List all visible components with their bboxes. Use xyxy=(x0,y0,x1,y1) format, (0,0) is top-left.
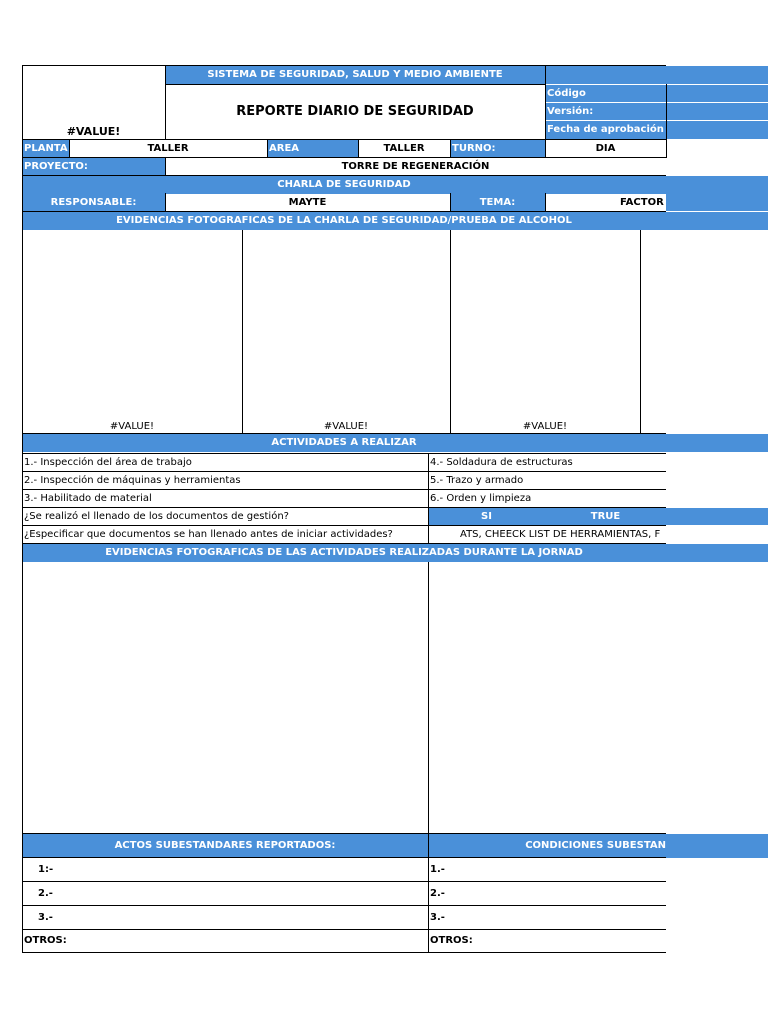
area-value: TALLER xyxy=(383,142,425,154)
logo-value: #VALUE! xyxy=(66,124,121,138)
grid-line xyxy=(450,139,451,158)
actividades-ext xyxy=(666,434,768,452)
grid-line xyxy=(545,193,546,212)
grid-line xyxy=(242,230,243,434)
grid-line xyxy=(22,905,666,906)
grid-line xyxy=(545,139,546,158)
actividad-3: 3.- Habilitado de material xyxy=(24,492,152,504)
version-label: Versión: xyxy=(545,103,666,121)
actos-otros: OTROS: xyxy=(24,935,67,946)
grid-line xyxy=(428,562,429,953)
tema-label: TEMA: xyxy=(450,194,545,211)
grid-line xyxy=(165,193,166,212)
question-documentos: ¿Se realizó el llenado de los documentos de gestión? xyxy=(24,510,289,522)
answer-especificar: ATS, CHEECK LIST DE HERRAMIENTAS, F xyxy=(460,528,661,540)
grid-line xyxy=(358,139,359,158)
photo-value-2: #VALUE! xyxy=(323,420,369,432)
grid-line xyxy=(22,65,666,66)
report-title: REPORTE DIARIO DE SEGURIDAD xyxy=(236,103,474,119)
evidencias-actividades-ext xyxy=(666,544,768,562)
planta-label: PLANTA xyxy=(22,140,69,157)
system-title: SISTEMA DE SEGURIDAD, SALUD Y MEDIO AMBIENTE xyxy=(165,66,545,84)
acto-2: 2.- xyxy=(38,887,53,899)
header-right-bar xyxy=(545,66,768,84)
si-value: TRUE xyxy=(545,508,666,525)
codigo-value xyxy=(666,85,768,103)
grid-line xyxy=(545,120,768,121)
version-value xyxy=(666,103,768,121)
grid-line xyxy=(22,507,666,508)
grid-line xyxy=(450,230,451,434)
grid-line xyxy=(22,453,666,454)
photo-area-right xyxy=(428,562,666,834)
acto-1: 1:- xyxy=(38,863,54,875)
grid-line xyxy=(22,857,666,858)
grid-line xyxy=(165,84,545,85)
question-especificar: ¿Especificar que documentos se han llenado antes de iniciar actividades? xyxy=(24,528,393,540)
actividad-5: 5.- Trazo y armado xyxy=(430,474,524,486)
photo-cell-1 xyxy=(22,230,242,433)
photo-value-1: #VALUE! xyxy=(109,420,155,432)
actividad-2: 2.- Inspección de máquinas y herramientas xyxy=(24,474,241,486)
grid-line xyxy=(450,193,451,212)
grid-line xyxy=(545,65,546,140)
grid-line xyxy=(22,157,666,158)
grid-line xyxy=(666,84,667,158)
proyecto-label: PROYECTO: xyxy=(22,158,165,175)
grid-line xyxy=(165,157,166,176)
actividad-6: 6.- Orden y limpieza xyxy=(430,492,532,504)
photo-cell-3 xyxy=(450,230,640,433)
responsable-value: MAYTE xyxy=(288,196,327,208)
area-label: AREA xyxy=(267,140,358,157)
grid-line xyxy=(22,139,666,140)
condiciones-otros: OTROS: xyxy=(430,935,473,946)
charla-title: CHARLA DE SEGURIDAD xyxy=(22,176,666,194)
grid-line xyxy=(267,139,268,158)
grid-line xyxy=(640,230,641,434)
fecha-label: Fecha de aprobación xyxy=(545,121,666,139)
photo-area-left xyxy=(22,562,428,834)
condicion-2: 2.- xyxy=(430,887,445,899)
tema-ext xyxy=(666,194,768,211)
fecha-value xyxy=(666,121,768,139)
turno-value: DIA xyxy=(595,142,616,154)
actividades-title: ACTIVIDADES A REALIZAR xyxy=(22,434,666,452)
evidencias-actividades-title: EVIDENCIAS FOTOGRAFICAS DE LAS ACTIVIDADES REALIZADAS DURANTE LA JORNAD xyxy=(22,544,666,562)
proyecto-value: TORRE DE REGENERACIÓN xyxy=(341,160,490,172)
actos-title: ACTOS SUBESTANDARES REPORTADOS: xyxy=(22,834,428,858)
grid-line xyxy=(22,543,666,544)
actividad-4: 4.- Soldadura de estructuras xyxy=(430,456,573,468)
condicion-1: 1.- xyxy=(430,863,445,875)
grid-line xyxy=(22,833,666,834)
evidencias-charla-title: EVIDENCIAS FOTOGRAFICAS DE LA CHARLA DE SEGURIDAD/PRUEBA DE ALCOHOL xyxy=(22,212,666,230)
grid-line xyxy=(545,84,768,85)
grid-line xyxy=(22,433,666,434)
grid-line xyxy=(22,929,666,930)
condicion-3: 3.- xyxy=(430,911,445,923)
grid-line xyxy=(428,453,429,544)
condiciones-title: CONDICIONES SUBESTAN xyxy=(428,834,666,858)
grid-line xyxy=(69,139,70,158)
tema-value: FACTOR xyxy=(620,196,664,208)
photo-cell-2 xyxy=(242,230,450,433)
planta-value: TALLER xyxy=(147,142,189,154)
charla-title-ext xyxy=(666,176,768,194)
evidencias-charla-ext xyxy=(666,212,768,230)
codigo-label: Código xyxy=(545,85,666,103)
si-ext xyxy=(666,508,768,525)
grid-line xyxy=(22,65,23,953)
grid-line xyxy=(545,102,768,103)
grid-line xyxy=(22,489,666,490)
grid-line xyxy=(22,471,666,472)
acto-3: 3.- xyxy=(38,911,53,923)
photo-value-3: #VALUE! xyxy=(522,420,568,432)
si-label: SI xyxy=(428,508,545,525)
actividad-1: 1.- Inspección del área de trabajo xyxy=(24,456,192,468)
turno-label: TURNO: xyxy=(450,140,545,157)
grid-line xyxy=(22,211,666,212)
responsable-label: RESPONSABLE: xyxy=(22,194,165,211)
grid-line xyxy=(22,952,666,953)
grid-line xyxy=(22,175,666,176)
grid-line xyxy=(165,65,166,140)
grid-line xyxy=(22,881,666,882)
grid-line xyxy=(22,525,666,526)
condiciones-ext xyxy=(666,834,768,858)
